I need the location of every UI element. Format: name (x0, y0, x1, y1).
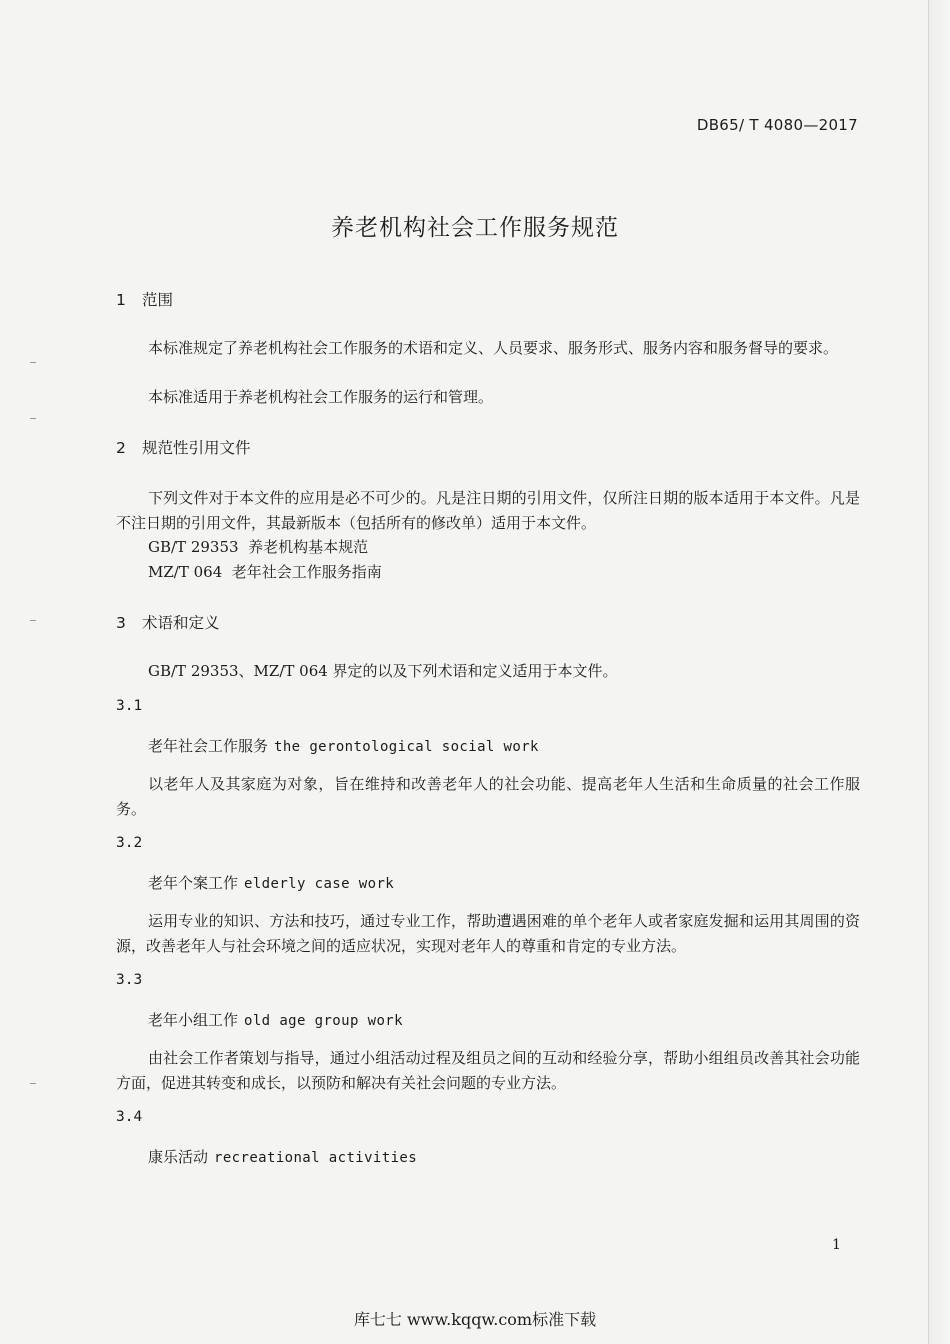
term-number: 3.3 (116, 972, 143, 988)
section-1-paragraph-2: 本标准适用于养老机构社会工作服务的运行和管理。 (148, 388, 494, 406)
scan-artifact (30, 1083, 36, 1084)
section-number: 2 (116, 439, 126, 457)
term-definition: 以老年人及其家庭为对象，旨在维持和改善老年人的社会功能、提高老年人生活和生命质量的社会工作服务。 (116, 775, 860, 818)
term-number: 3.2 (116, 835, 143, 851)
term-en: recreational activities (214, 1150, 418, 1166)
term-zh: 老年社会工作服务 (148, 737, 269, 755)
term-zh: 康乐活动 (148, 1148, 209, 1166)
term-en: old age group work (244, 1013, 403, 1029)
section-3-heading (116, 611, 220, 633)
term-number: 3.1 (116, 698, 143, 714)
term-zh: 老年小组工作 (148, 1011, 239, 1029)
section-title: 术语和定义 (142, 614, 220, 632)
reference-item (148, 536, 368, 557)
reference-code: MZ/T 064 (148, 563, 223, 581)
section-2-paragraph-1: 下列文件对于本文件的应用是必不可少的。凡是注日期的引用文件，仅所注日期的版本适用于本文件。凡是不注日期的引用文件，其最新版本（包括所有的修改单）适用于本文件。 (116, 489, 860, 532)
scan-artifact (30, 362, 36, 363)
term-definition: 由社会工作者策划与指导，通过小组活动过程及组员之间的互动和经验分享，帮助小组组员改善其社会功能方面，促进其转变和成长，以预防和解决有关社会问题的专业方法。 (116, 1049, 860, 1092)
section-1-paragraph-1: 本标准规定了养老机构社会工作服务的术语和定义、人员要求、服务形式、服务内容和服务督导的要求。 (148, 339, 839, 357)
term-en: the gerontological social work (274, 739, 539, 755)
reference-code: GB/T 29353 (148, 538, 239, 556)
section-2-heading (116, 436, 251, 458)
standard-code: DB65/ T 4080—2017 (696, 116, 858, 134)
term-zh: 老年个案工作 (148, 874, 239, 892)
section-3-intro: GB/T 29353、MZ/T 064 界定的以及下列术语和定义适用于本文件。 (148, 662, 618, 680)
document-title: 养老机构社会工作服务规范 (331, 215, 619, 241)
section-1-heading (116, 288, 173, 310)
section-number: 3 (116, 614, 126, 632)
scan-artifact (30, 620, 36, 621)
section-title: 范围 (142, 291, 174, 309)
scan-page-edge (928, 0, 950, 1344)
reference-name: 老年社会工作服务指南 (231, 563, 382, 581)
term-heading (148, 1009, 403, 1030)
reference-item (148, 561, 382, 582)
term-number: 3.4 (116, 1109, 143, 1125)
term-definition: 运用专业的知识、方法和技巧，通过专业工作，帮助遭遇困难的单个老年人或者家庭发掘和运用其周围的资源，改善老年人与社会环境之间的适应状况，实现对老年人的尊重和肯定的专业方法。 (116, 912, 860, 955)
reference-name: 养老机构基本规范 (248, 538, 369, 556)
footer-watermark[interactable]: 库七七 www.kqqw.com标准下载 (353, 1310, 597, 1329)
page-number: 1 (832, 1237, 841, 1253)
term-en: elderly case work (244, 876, 395, 892)
term-heading (148, 735, 539, 756)
section-number: 1 (116, 291, 126, 309)
section-title: 规范性引用文件 (142, 439, 251, 457)
term-heading (148, 1146, 417, 1167)
scan-artifact (30, 418, 36, 419)
term-heading (148, 872, 394, 893)
